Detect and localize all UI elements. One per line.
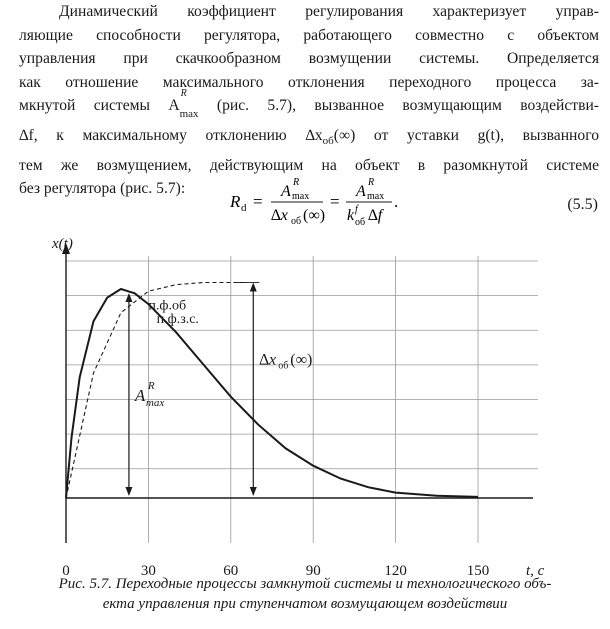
para-line-2: ляющие способности регулятора, работающего совместно с объектом — [19, 26, 599, 44]
equation-svg — [0, 174, 610, 230]
eq-frac1-num: A — [281, 183, 291, 200]
para-line-8: без регулятора (рис. 5.7): — [19, 180, 186, 198]
para-line-6 — [19, 124, 599, 154]
series-line-closed-loop — [66, 289, 478, 498]
dxob-label-arg: (∞) — [290, 351, 313, 369]
chart-axes — [62, 243, 533, 543]
dxob-label: ∆x — [259, 351, 277, 369]
eq-frac2-num-sup: R — [368, 177, 375, 188]
series-label-closed-loop: п.ф.з.с. — [156, 312, 199, 328]
eq-equals-1: = — [253, 192, 263, 211]
eq-dot: . — [394, 192, 399, 211]
body-paragraph — [19, 0, 599, 201]
para-line-4: как отношение максимального отклонения переходного процесса за- — [19, 73, 599, 91]
amax-label: A — [134, 386, 146, 406]
dxob-label-sub: об — [278, 360, 289, 372]
dxob-arrowhead-bottom — [250, 487, 257, 496]
amax-label-sup: R — [147, 380, 155, 393]
amax-sup-R: R — [180, 88, 187, 100]
amax-sub-max: max — [179, 108, 199, 121]
chart-labels — [51, 236, 545, 579]
amax-label-sub: max — [145, 397, 165, 410]
eq-frac2-den-k-sup: f — [355, 204, 358, 215]
x-tick-label-60: 60 — [223, 563, 239, 579]
para-line-6-head: ∆f, к максимальному отклонению ∆x — [19, 127, 323, 145]
eq-frac1-den-arg: (∞) — [303, 207, 326, 224]
figure-caption — [0, 574, 610, 614]
x-axis-label: t, с — [526, 563, 545, 579]
x-tick-label-120: 120 — [384, 563, 407, 579]
series-label-open-loop: п.ф.об — [148, 298, 187, 314]
x-tick-label-90: 90 — [305, 563, 321, 579]
eq-equals-2: = — [330, 192, 340, 211]
transient-chart — [0, 234, 610, 579]
eq-frac2-den-f: ∆f — [368, 207, 383, 224]
para-line-7: тем же возмущением, действующим на объект в разомкнутой системе — [19, 156, 599, 174]
eq-frac1-den: ∆x — [271, 207, 288, 224]
para-line-5-tail: (рис. 5.7), вызванное возмущающим воздействи- — [198, 97, 599, 115]
caption-line-2: екта управления при ступенчатом возмущающем воздействии — [102, 596, 508, 612]
eq-frac2-num: A — [356, 183, 366, 200]
caption-line-1: Рис. 5.7. Переходные процессы замкнутой системы и технологического объ- — [58, 576, 552, 592]
x-tick-label-30: 30 — [140, 563, 156, 579]
x-tick-label-150: 150 — [466, 563, 490, 579]
para-line-5-head: мкнутой системы A — [19, 97, 180, 115]
para-line-5 — [19, 88, 599, 124]
chart-curves — [66, 283, 478, 499]
eq-frac2-den-k-sub: об — [355, 217, 366, 228]
x-tick-label-0: 0 — [62, 563, 70, 579]
figure-5-7 — [0, 234, 610, 579]
eq-lhs: R — [230, 192, 241, 211]
dx-sub-ob: об — [322, 135, 334, 148]
para-line-3: управления при скачкообразном возмущении системы. Определяется — [19, 50, 599, 68]
eq-frac1-num-sup: R — [293, 177, 300, 188]
eq-lhs-sub: d — [241, 202, 247, 214]
equation-5-5 — [0, 174, 610, 230]
eq-frac2-num-sub: max — [367, 191, 385, 202]
para-line-1: Динамический коэффициент регулирования характеризует управ- — [59, 3, 599, 20]
amax-arrowhead-bottom — [125, 487, 132, 496]
eq-frac1-num-sub: max — [292, 191, 310, 202]
equation-number: (5.5) — [567, 196, 598, 213]
eq-frac2-den-k: k — [347, 207, 355, 224]
dxob-arrowhead-top — [250, 283, 257, 292]
amax-arrowhead-top — [125, 293, 132, 302]
eq-frac1-den-sub: об — [291, 216, 302, 227]
y-axis-label: x(t) — [52, 236, 73, 252]
para-line-6-tail: (∞) от уставки g(t), вызванного — [333, 127, 599, 145]
